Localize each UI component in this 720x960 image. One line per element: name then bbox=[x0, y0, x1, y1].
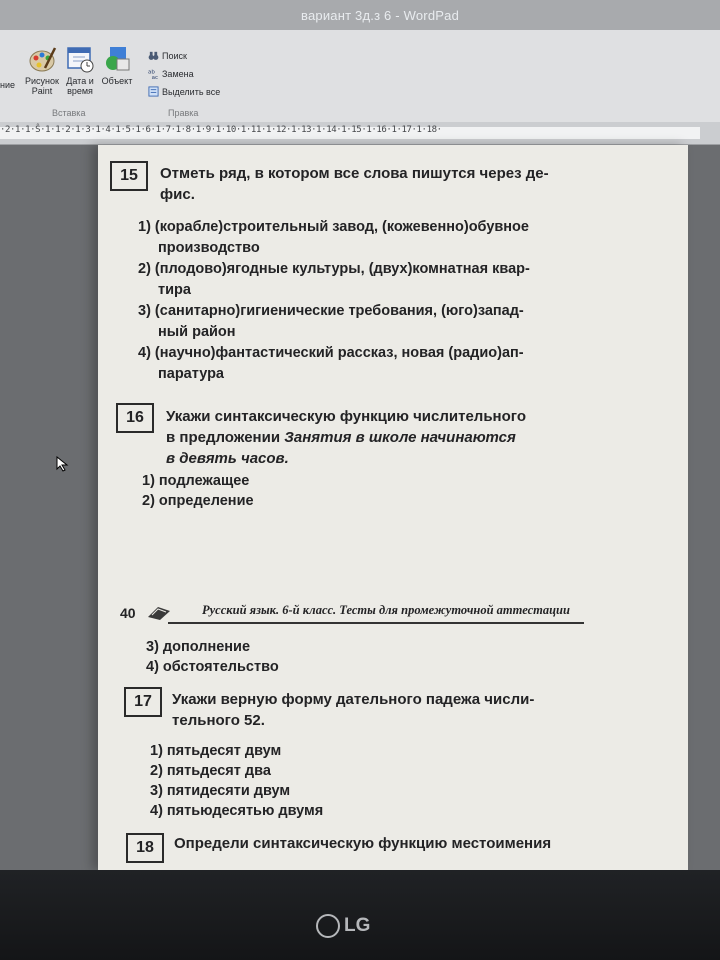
object-icon bbox=[102, 44, 132, 74]
q17-option-3: 3) пятидесяти двум bbox=[150, 783, 291, 799]
question-18-text: Определи синтаксическую функцию местоимения bbox=[174, 835, 552, 852]
select-all-icon bbox=[148, 86, 159, 97]
footer-rule bbox=[168, 622, 584, 624]
monitor-brand-text: LG bbox=[344, 915, 371, 936]
ruler[interactable] bbox=[0, 122, 720, 145]
datetime-label-line2: время bbox=[67, 86, 93, 96]
question-15-text-line2: фис. bbox=[160, 186, 195, 203]
q16-option-2: 2) определение bbox=[142, 493, 254, 509]
q16-option-1: 1) подлежащее bbox=[142, 473, 250, 489]
q17-option-2: 2) пятьдесят два bbox=[150, 763, 271, 779]
svg-text:ab: ab bbox=[148, 69, 155, 76]
q15-option-1: 1) (корабле)строительный завод, (кожевенно)обувное bbox=[138, 219, 529, 235]
lg-logo-icon bbox=[316, 914, 340, 938]
svg-text:ac: ac bbox=[151, 75, 159, 79]
paint-drawing-button[interactable] bbox=[20, 44, 64, 96]
question-16-number: 16 bbox=[116, 403, 154, 433]
monitor-brand bbox=[316, 914, 370, 938]
question-16-text-line2 bbox=[166, 427, 516, 448]
object-label: Объект bbox=[101, 76, 133, 86]
q17-option-1: 1) пятьдесят двум bbox=[150, 743, 282, 759]
window-title: вариант 3д.з 6 - WordPad bbox=[301, 7, 459, 23]
binoculars-icon bbox=[148, 50, 159, 61]
question-16-italic-1: Занятия в школе начинаются bbox=[284, 429, 516, 446]
partial-label: ние bbox=[0, 80, 16, 90]
ruler-marks: ·2·1·1·Ŝ·1·1·2·1·3·1·4·1·5·1·6·1·7·1·8·1·9·1·10·1·11·1·12·1·13·1·14·1·15·1·16·1·17·1·18· bbox=[0, 125, 442, 135]
question-17-text-line1: Укажи верную форму дательного падежа числи- bbox=[172, 691, 535, 708]
question-16-text-line3: в девять часов. bbox=[166, 450, 289, 467]
q15-option-2: 2) (плодово)ягодные культуры, (двух)комнатная квар- bbox=[138, 261, 530, 277]
paint-palette-icon bbox=[27, 44, 57, 74]
select-all-label: Выделить все bbox=[162, 86, 221, 97]
question-18-number: 18 bbox=[126, 833, 164, 863]
find-label: Поиск bbox=[162, 50, 187, 61]
paint-label-line2: Paint bbox=[31, 86, 53, 96]
insert-group-label: Вставка bbox=[52, 108, 86, 118]
calendar-clock-icon bbox=[65, 44, 95, 74]
question-15-number: 15 bbox=[110, 161, 148, 191]
printed-page-footer: Русский язык. 6-й класс. Тесты для промежуточной аттестации bbox=[202, 603, 570, 617]
q17-option-4: 4) пятьюдесятью двумя bbox=[150, 803, 324, 819]
title-bar bbox=[0, 0, 720, 30]
question-16-text-line1: Укажи синтаксическую функцию числительного bbox=[166, 408, 526, 425]
q16-option-3: 3) дополнение bbox=[146, 639, 251, 655]
replace-button[interactable] bbox=[148, 68, 194, 79]
book-logo-icon bbox=[146, 603, 172, 621]
edit-group-label: Правка bbox=[168, 108, 199, 118]
question-17-text-line2: тельного 52. bbox=[172, 712, 265, 729]
paint-label-line1: Рисунок bbox=[25, 76, 59, 86]
q15-option-1-cont: производство bbox=[158, 240, 260, 256]
q15-option-4: 4) (научно)фантастический рассказ, новая (радио)ап- bbox=[138, 345, 524, 361]
replace-icon bbox=[148, 68, 159, 79]
q15-option-4-cont: паратура bbox=[158, 366, 225, 382]
document-page[interactable] bbox=[98, 145, 688, 870]
select-all-button[interactable] bbox=[148, 86, 220, 97]
question-17-number: 17 bbox=[124, 687, 162, 717]
printed-page-number: 40 bbox=[120, 605, 136, 621]
date-time-button[interactable] bbox=[62, 44, 98, 96]
ribbon-partial-button[interactable] bbox=[0, 80, 15, 90]
insert-object-button[interactable] bbox=[98, 44, 136, 86]
find-button[interactable] bbox=[148, 50, 187, 61]
q16-option-4: 4) обстоятельство bbox=[146, 659, 279, 675]
ribbon bbox=[0, 30, 720, 123]
question-16-plain: в предложении bbox=[166, 429, 285, 446]
datetime-label-line1: Дата и bbox=[66, 76, 94, 86]
q15-option-2-cont: тира bbox=[158, 282, 191, 298]
q15-option-3: 3) (санитарно)гигиенические требования, (юго)запад- bbox=[138, 303, 524, 319]
q15-option-3-cont: ный район bbox=[158, 324, 236, 340]
question-15-text-line1: Отметь ряд, в котором все слова пишутся через де- bbox=[160, 165, 549, 182]
mouse-cursor-icon bbox=[56, 456, 70, 472]
replace-label: Замена bbox=[162, 68, 194, 79]
